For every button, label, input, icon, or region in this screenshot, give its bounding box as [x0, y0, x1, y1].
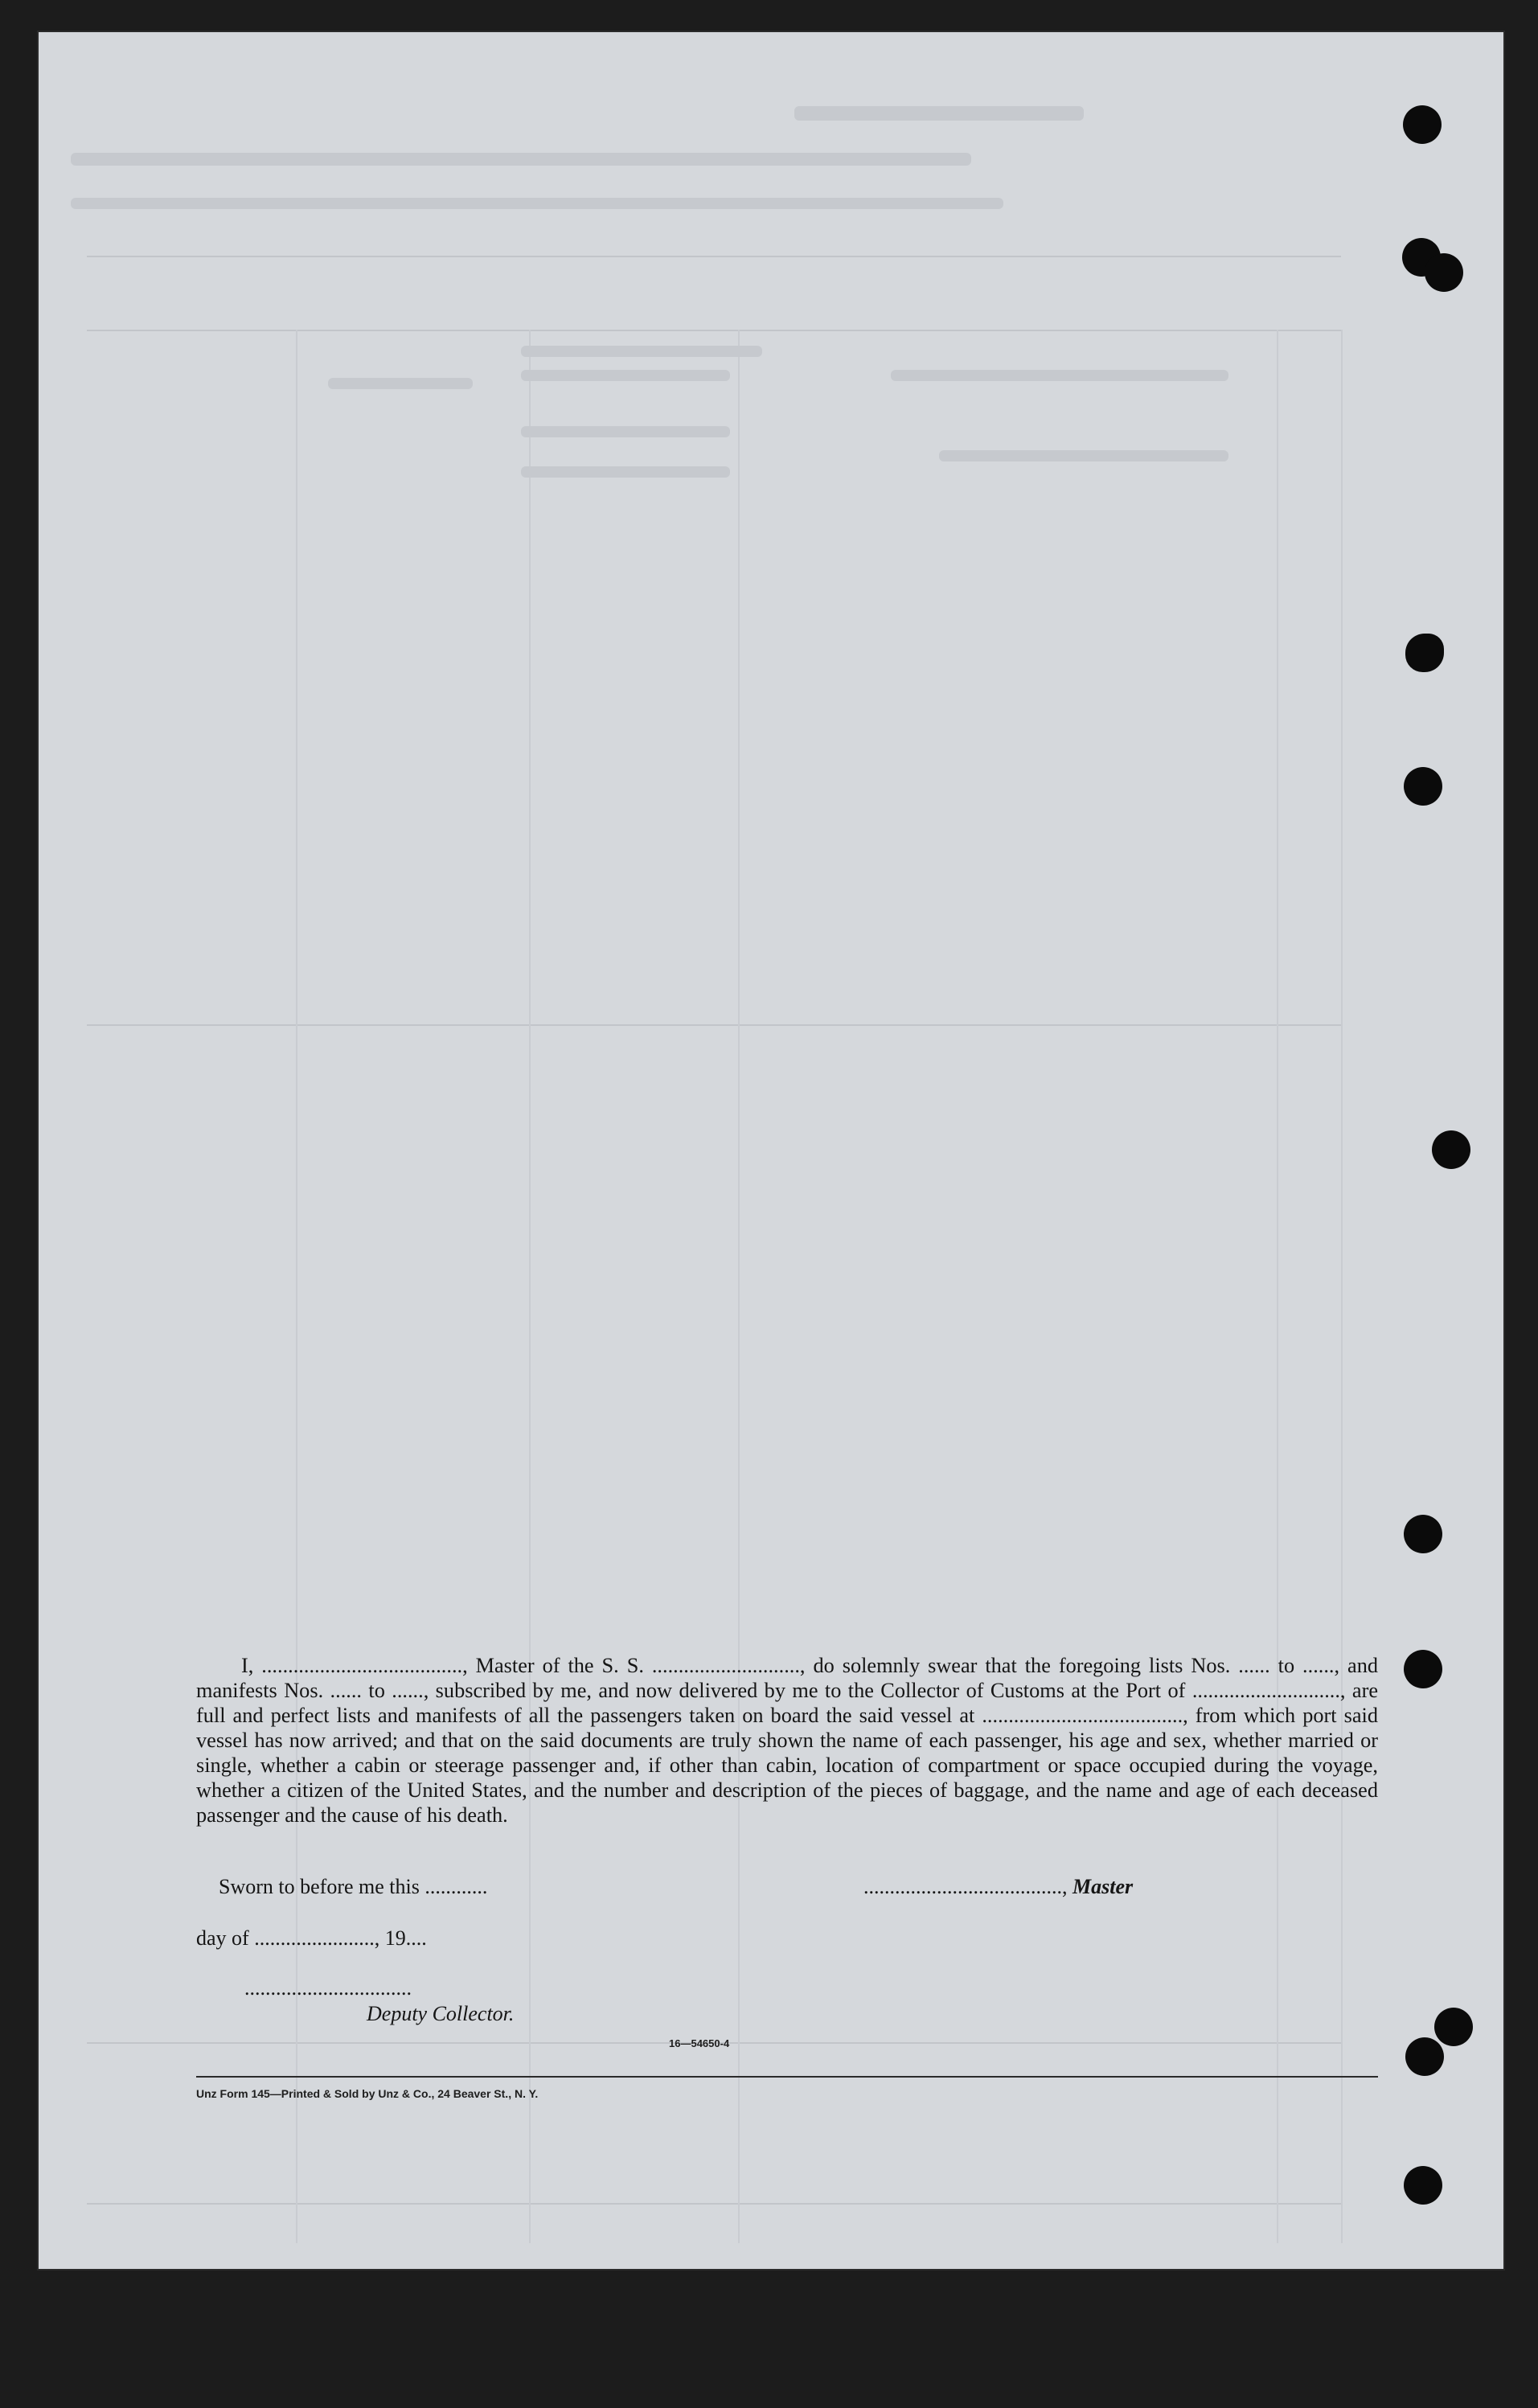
- ghost-rule: [87, 256, 1341, 257]
- punch-hole: [1404, 1650, 1442, 1688]
- date-line: [196, 1926, 427, 1951]
- ghost-entry: [521, 346, 762, 357]
- ghost-column-rule: [296, 330, 297, 2243]
- master-signature-line: [863, 1875, 1133, 1899]
- form-code: 16—54650-4: [669, 2037, 730, 2049]
- ghost-rule: [87, 330, 1341, 331]
- ghost-column-rule: [1341, 330, 1343, 2243]
- ghost-entry: [521, 370, 730, 381]
- footer-rule: [196, 2076, 1378, 2078]
- punch-hole: [1405, 634, 1444, 672]
- ghost-column-rule: [738, 330, 740, 2243]
- ghost-header-text: [794, 106, 1084, 121]
- ghost-rule: [87, 2203, 1341, 2205]
- master-signature-dots: ......................................,: [863, 1875, 1068, 1898]
- manifest-page: [39, 32, 1503, 2269]
- ghost-column-rule: [529, 330, 531, 2243]
- ghost-rule: [87, 1024, 1341, 1026]
- sworn-label: Sworn to before me this ............: [219, 1875, 488, 1898]
- ghost-header-text: [71, 153, 971, 166]
- ghost-entry: [939, 450, 1228, 461]
- oath-text: I, ......................................, Master of the S. S. ............................, do solemnly swear that the foregoing lists Nos. ...... to ......, and manifests Nos. ...... to ......, subscribed by me, and now delivered by me to the Collector of Customs at the Port of ............................, are full and perfect lists and manifests of all the passengers taken on board the said vessel at ......................................, from which port said vessel has now arrived; and that on the said documents are truly shown the name of each passenger, his age and sex, whether married or single, whether a cabin or steerage passenger and, if other than cabin, location of compartment or space occupied during the voyage, whether a citizen of the United States, and the number and description of the pieces of baggage, and the name and age of each deceased passenger and the cause of his death.: [196, 1654, 1378, 1827]
- ghost-column-rule: [1277, 330, 1278, 2243]
- punch-hole: [1403, 105, 1442, 144]
- master-label: Master: [1072, 1875, 1134, 1898]
- deputy-label: Deputy Collector.: [367, 2002, 515, 2025]
- punch-hole: [1434, 2008, 1473, 2046]
- ghost-entry: [328, 378, 473, 389]
- punch-hole: [1404, 2166, 1442, 2205]
- printer-imprint: Unz Form 145—Printed & Sold by Unz & Co., 24 Beaver St., N. Y.: [196, 2087, 539, 2100]
- punch-hole: [1432, 1130, 1470, 1169]
- day-label: day of ......................., 19....: [196, 1926, 427, 1950]
- ghost-header-text: [71, 198, 1003, 209]
- deputy-collector-line: [367, 2002, 514, 2026]
- ghost-entry: [521, 426, 730, 437]
- deputy-dots: ................................: [244, 1976, 412, 2000]
- punch-hole: [1405, 2037, 1444, 2076]
- punch-hole: [1404, 767, 1442, 806]
- sworn-line: [219, 1875, 487, 1899]
- punch-hole: [1425, 253, 1463, 292]
- ghost-entry: [521, 466, 730, 478]
- master-oath-paragraph: [196, 1653, 1378, 1828]
- deputy-signature-dots: [244, 1976, 412, 2000]
- punch-hole: [1404, 1515, 1442, 1553]
- ghost-entry: [891, 370, 1228, 381]
